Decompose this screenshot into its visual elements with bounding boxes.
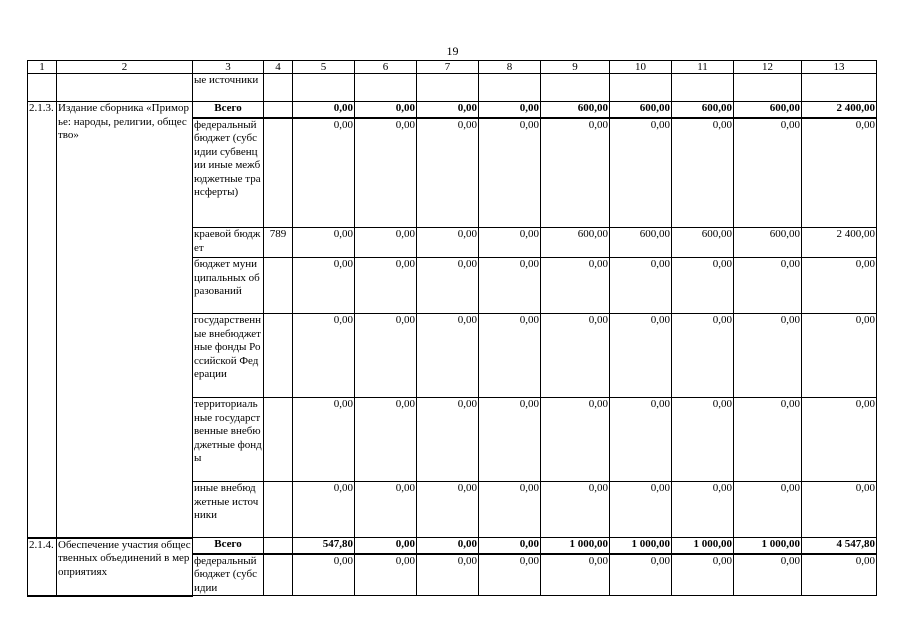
value-cell: 0,00: [541, 118, 610, 228]
value-cell: 0,00: [355, 482, 417, 538]
value-cell: 0,00: [293, 314, 355, 398]
value-cell: 0,00: [541, 314, 610, 398]
value-cell: 0,00: [417, 118, 479, 228]
value-cell: 1 000,00: [672, 538, 734, 554]
value-cell: 0,00: [417, 258, 479, 314]
column-header: 13: [802, 61, 877, 74]
value-cell: 0,00: [802, 398, 877, 482]
value-cell: 0,00: [610, 398, 672, 482]
source-cell: иные внебюджетные источники: [193, 482, 264, 538]
empty-cell: [734, 74, 802, 102]
value-cell: 0,00: [802, 482, 877, 538]
empty-cell: [479, 74, 541, 102]
value-cell: 4 547,80: [802, 538, 877, 554]
value-cell: 0,00: [802, 118, 877, 228]
item-code: 2.1.4.: [28, 538, 57, 596]
column-header: 12: [734, 61, 802, 74]
value-cell: 2 400,00: [802, 228, 877, 258]
value-cell: 0,00: [610, 314, 672, 398]
column-header: 7: [417, 61, 479, 74]
value-cell: 0,00: [734, 118, 802, 228]
column-header: 9: [541, 61, 610, 74]
value-cell: 0,00: [610, 258, 672, 314]
budget-table: [27, 60, 877, 597]
value-cell: 0,00: [734, 554, 802, 596]
empty-cell: [355, 74, 417, 102]
continuation-row: [28, 74, 877, 102]
value-cell: 0,00: [293, 228, 355, 258]
value-cell: 600,00: [610, 228, 672, 258]
value-cell: 2 400,00: [802, 102, 877, 118]
value-cell: 0,00: [541, 398, 610, 482]
value-cell: 600,00: [734, 102, 802, 118]
empty-cell: [417, 74, 479, 102]
source-cell: федеральный бюджет (субсидии субвенции иные межбюджетные трансферты): [193, 118, 264, 228]
empty-cell: [264, 74, 293, 102]
value-cell: 0,00: [610, 482, 672, 538]
value-cell: 547,80: [293, 538, 355, 554]
value-cell: 0,00: [734, 258, 802, 314]
column-header: 10: [610, 61, 672, 74]
column-header: 2: [57, 61, 193, 74]
value-cell: 0,00: [479, 314, 541, 398]
source-cell: территориальные государственные внебюджетные фонды: [193, 398, 264, 482]
value-cell: 0,00: [672, 398, 734, 482]
kbk-cell: [264, 258, 293, 314]
value-cell: 0,00: [672, 554, 734, 596]
source-cell: государственные внебюджетные фонды Российской Федерации: [193, 314, 264, 398]
column-header: 8: [479, 61, 541, 74]
kbk-cell: [264, 554, 293, 596]
source-total-cell: Всего: [193, 538, 264, 554]
value-cell: 0,00: [355, 102, 417, 118]
column-header: 1: [28, 61, 57, 74]
value-cell: 0,00: [672, 314, 734, 398]
value-cell: 0,00: [479, 398, 541, 482]
value-cell: 600,00: [672, 228, 734, 258]
item-name: Издание сборника «Приморье: народы, религии, общество»: [57, 102, 193, 538]
value-cell: 0,00: [610, 554, 672, 596]
value-cell: 0,00: [479, 102, 541, 118]
kbk-cell: [264, 314, 293, 398]
table-row: [28, 538, 877, 554]
value-cell: 600,00: [541, 102, 610, 118]
value-cell: 0,00: [734, 314, 802, 398]
value-cell: 0,00: [355, 398, 417, 482]
kbk-cell: 789: [264, 228, 293, 258]
value-cell: 0,00: [417, 538, 479, 554]
source-cell: ые источники: [193, 74, 264, 102]
value-cell: 0,00: [802, 314, 877, 398]
value-cell: 0,00: [672, 118, 734, 228]
kbk-cell: [264, 398, 293, 482]
value-cell: 0,00: [293, 102, 355, 118]
value-cell: 600,00: [610, 102, 672, 118]
column-header: 11: [672, 61, 734, 74]
value-cell: 0,00: [802, 258, 877, 314]
value-cell: 0,00: [479, 258, 541, 314]
value-cell: 0,00: [293, 118, 355, 228]
value-cell: 0,00: [672, 258, 734, 314]
value-cell: 0,00: [417, 554, 479, 596]
value-cell: 600,00: [541, 228, 610, 258]
column-header: 4: [264, 61, 293, 74]
value-cell: 0,00: [672, 482, 734, 538]
item-name: Обеспечение участия общественных объединений в мероприятиях: [57, 538, 193, 596]
value-cell: 1 000,00: [610, 538, 672, 554]
value-cell: 0,00: [355, 258, 417, 314]
value-cell: 0,00: [355, 538, 417, 554]
value-cell: 0,00: [479, 554, 541, 596]
value-cell: 600,00: [734, 228, 802, 258]
value-cell: 0,00: [293, 482, 355, 538]
page-number: 19: [446, 44, 459, 58]
value-cell: 0,00: [610, 118, 672, 228]
value-cell: 1 000,00: [734, 538, 802, 554]
value-cell: 0,00: [355, 314, 417, 398]
value-cell: 600,00: [672, 102, 734, 118]
value-cell: 0,00: [479, 228, 541, 258]
column-header-row: [28, 61, 877, 74]
item-code: 2.1.3.: [28, 102, 57, 538]
empty-cell: [293, 74, 355, 102]
source-cell: краевой бюджет: [193, 228, 264, 258]
source-total-cell: Всего: [193, 102, 264, 118]
empty-cell: [672, 74, 734, 102]
value-cell: 0,00: [479, 538, 541, 554]
value-cell: 0,00: [479, 118, 541, 228]
table-row: [28, 102, 877, 118]
column-header: 5: [293, 61, 355, 74]
value-cell: 0,00: [293, 258, 355, 314]
value-cell: 0,00: [479, 482, 541, 538]
value-cell: 0,00: [541, 554, 610, 596]
empty-cell: [57, 74, 193, 102]
value-cell: 0,00: [355, 554, 417, 596]
kbk-cell: [264, 118, 293, 228]
value-cell: 0,00: [417, 314, 479, 398]
column-header: 3: [193, 61, 264, 74]
column-header: 6: [355, 61, 417, 74]
kbk-cell: [264, 482, 293, 538]
empty-cell: [541, 74, 610, 102]
value-cell: 0,00: [541, 258, 610, 314]
value-cell: 0,00: [417, 482, 479, 538]
value-cell: 0,00: [355, 228, 417, 258]
value-cell: 0,00: [417, 228, 479, 258]
value-cell: 0,00: [802, 554, 877, 596]
value-cell: 0,00: [734, 398, 802, 482]
empty-cell: [802, 74, 877, 102]
value-cell: 0,00: [293, 554, 355, 596]
value-cell: 0,00: [417, 398, 479, 482]
source-cell: федеральный бюджет (субсидии: [193, 554, 264, 596]
kbk-cell: [264, 538, 293, 554]
value-cell: 0,00: [734, 482, 802, 538]
value-cell: 0,00: [355, 118, 417, 228]
source-cell: бюджет муниципальных образований: [193, 258, 264, 314]
empty-cell: [610, 74, 672, 102]
value-cell: 0,00: [541, 482, 610, 538]
value-cell: 0,00: [293, 398, 355, 482]
value-cell: 0,00: [417, 102, 479, 118]
kbk-cell: [264, 102, 293, 118]
value-cell: 1 000,00: [541, 538, 610, 554]
empty-cell: [28, 74, 57, 102]
